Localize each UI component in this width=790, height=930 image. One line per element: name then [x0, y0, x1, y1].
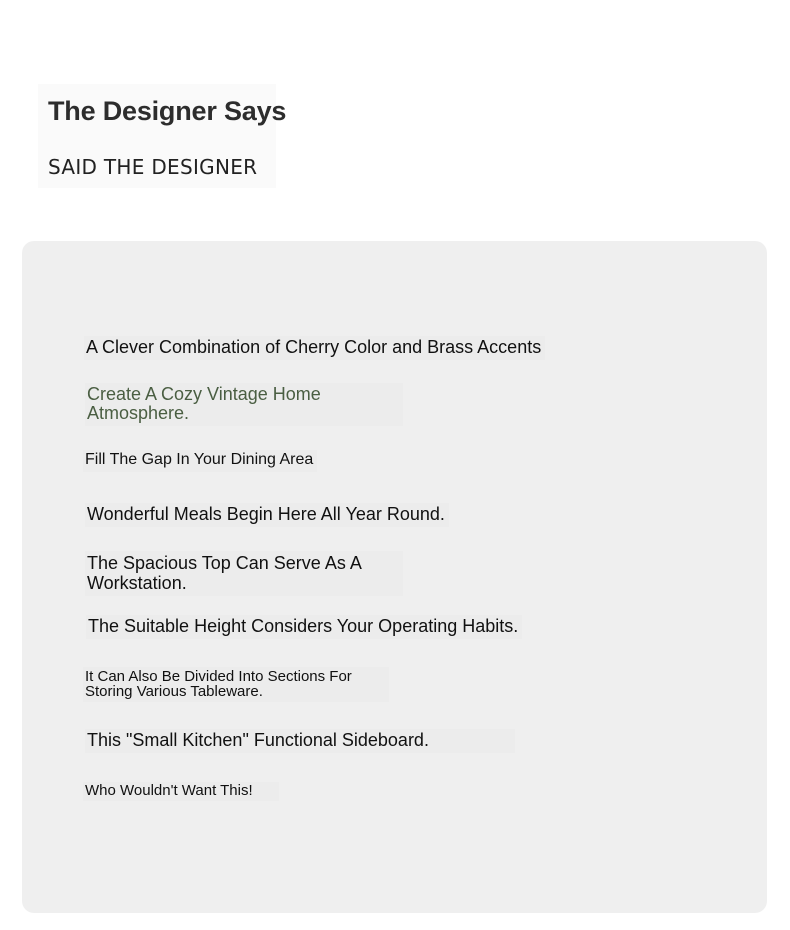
- feature-line-suitable-height: The Suitable Height Considers Your Operating Habits.: [86, 615, 522, 639]
- feature-line-who-wouldnt: Who Wouldn't Want This!: [83, 782, 279, 801]
- page-title: The Designer Says: [48, 96, 287, 126]
- feature-line-spacious-top: The Spacious Top Can Serve As A Workstation.: [85, 551, 403, 596]
- feature-line-fill-gap: Fill The Gap In Your Dining Area: [83, 450, 317, 472]
- page-subtitle: SAID THE DESIGNER: [48, 155, 258, 179]
- feature-line-divided-sections: It Can Also Be Divided Into Sections For Storing Various Tableware.: [83, 667, 389, 702]
- feature-line-wonderful-meals: Wonderful Meals Begin Here All Year Round.: [85, 503, 449, 527]
- feature-line-small-kitchen: This "Small Kitchen" Functional Sideboard.: [85, 729, 515, 753]
- feature-line-cherry-brass: A Clever Combination of Cherry Color and Brass Accents: [84, 336, 545, 360]
- feature-line-cozy-vintage: Create A Cozy Vintage Home Atmosphere.: [85, 383, 403, 426]
